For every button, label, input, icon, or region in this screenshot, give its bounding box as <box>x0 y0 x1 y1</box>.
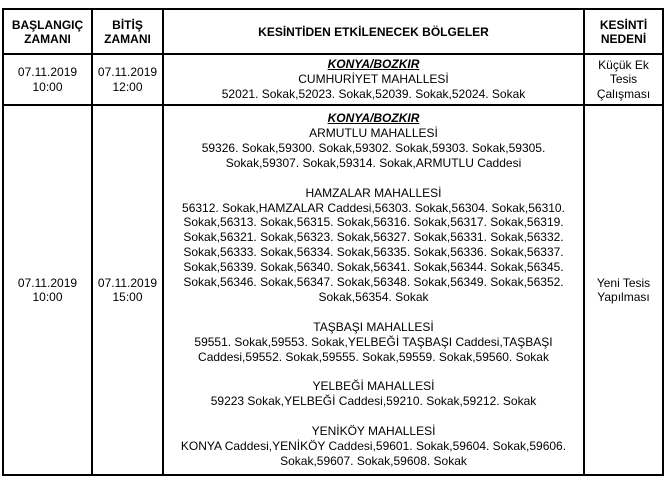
start-date: 07.11.2019 <box>17 65 78 79</box>
district-name: YELBEĞİ MAHALLESİ <box>312 379 435 394</box>
start-time-cell <box>3 54 92 105</box>
table-body <box>3 54 663 475</box>
region-title: KONYA/BOZKIR <box>327 57 420 72</box>
district-name: HAMZALAR MAHALLESİ <box>305 185 442 200</box>
start-hour: 10:00 <box>32 290 63 304</box>
table-row <box>3 54 663 105</box>
outage-table <box>2 8 664 476</box>
outage-schedule <box>2 8 664 476</box>
affected-regions-cell <box>163 105 584 475</box>
district-section <box>167 186 580 305</box>
start-hour: 10:00 <box>32 79 63 94</box>
district-name: CUMHURİYET MAHALLESİ <box>298 72 449 87</box>
end-hour: 12:00 <box>112 79 143 94</box>
col-header-outage-reason: KESİNTİ NEDENİ <box>584 9 663 54</box>
street-list: KONYA Caddesi,YENİKÖY Caddesi,59601. Sokak,59604. Sokak,59606. Sokak,59607. Sokak,59608. Sokak <box>180 439 567 468</box>
header-row <box>3 9 663 54</box>
region-title: KONYA/BOZKIR <box>327 111 420 126</box>
district-name: ARMUTLU MAHALLESİ <box>309 126 438 141</box>
affected-regions-cell <box>163 54 584 105</box>
street-list: 59223 Sokak,YELBEĞİ Caddesi,59210. Sokak,59212. Sokak <box>210 394 537 409</box>
street-list: 52021. Sokak,52023. Sokak,52039. Sokak,52024. Sokak <box>221 86 526 101</box>
start-time-cell <box>3 105 92 475</box>
outage-reason-cell: Küçük Ek Tesis Çalışması <box>584 54 663 105</box>
col-header-start-time: BAŞLANGIÇ ZAMANI <box>3 9 92 54</box>
end-hour: 15:00 <box>112 290 143 304</box>
district-section <box>167 126 580 171</box>
end-time-cell <box>92 105 163 475</box>
table-row <box>3 105 663 475</box>
street-list: 56312. Sokak,HAMZALAR Caddesi,56303. Sokak,56304. Sokak,56310. Sokak,56313. Sokak,56315. Sokak,56316. Sokak,56317. Sokak,56319. Sokak,56321. Sokak,56323. Sokak,56327. Sokak,56331. Sokak,56332. Sokak,56333. Sokak,56334. Sokak,56335. Sokak,56336. Sokak,56337. Sokak,56339. Sokak,56340. Sokak,56341. Sokak,56344. Sokak,56345. Sokak,56346. Sokak,56347. Sokak,56348. Sokak,56349. Sokak,56352. Sokak,56354. Sokak <box>182 200 565 305</box>
col-header-affected-regions: KESİNTİDEN ETKİLENECEK BÖLGELER <box>163 9 584 54</box>
district-section <box>167 320 580 365</box>
table-header <box>3 9 663 54</box>
end-date: 07.11.2019 <box>97 65 158 79</box>
district-name: TAŞBAŞI MAHALLESİ <box>313 319 434 334</box>
col-header-end-time: BİTİŞ ZAMANI <box>92 9 163 54</box>
outage-reason-cell: Yeni Tesis Yapılması <box>584 105 663 475</box>
start-date: 07.11.2019 <box>17 275 78 290</box>
district-section <box>167 424 580 469</box>
district-section <box>167 379 580 409</box>
district-section <box>167 72 580 102</box>
street-list: 59551. Sokak,59553. Sokak,YELBEĞİ TAŞBAŞI Caddesi,TAŞBAŞI Caddesi,59552. Sokak,59555. Sokak,59559. Sokak,59560. Sokak <box>194 334 553 364</box>
district-name: YENİKÖY MAHALLESİ <box>311 424 436 439</box>
end-time-cell <box>92 54 163 105</box>
street-list: 59326. Sokak,59300. Sokak,59302. Sokak,59303. Sokak,59305. Sokak,59307. Sokak,59314. Sokak,ARMUTLU Caddesi <box>201 140 546 170</box>
end-date: 07.11.2019 <box>97 275 158 290</box>
